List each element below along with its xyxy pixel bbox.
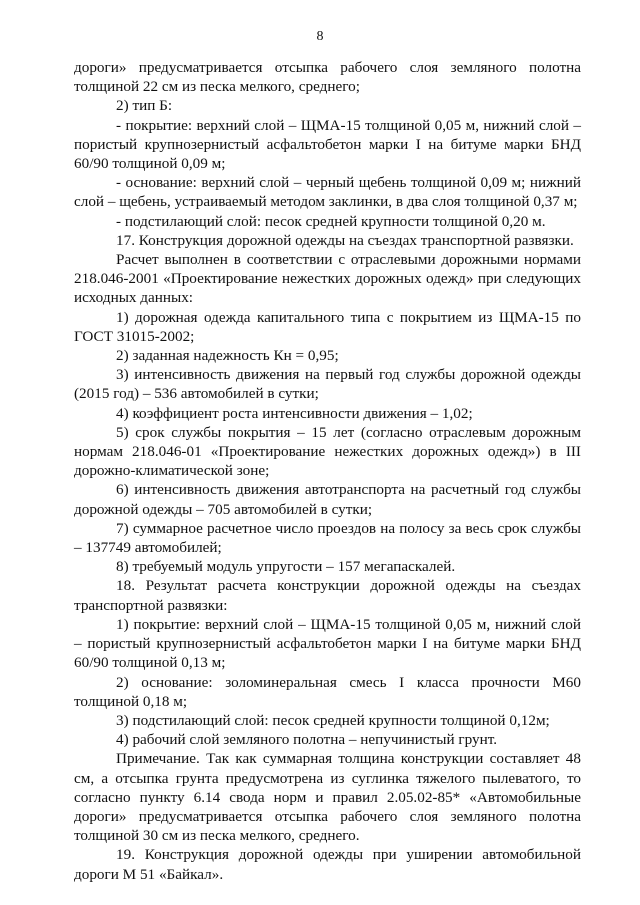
paragraph: 2) тип Б: (116, 97, 173, 115)
paragraph: 5) срок службы покрытия – 15 лет (согласно отраслевым дорожным нормам 218.046-01 «Проектирование нежестких дорожных одежд») в III дорожно-климатической зоне; (74, 423, 581, 480)
paragraph: дороги» предусматривается отсыпка рабочего слоя земляного полотна толщиной 22 см из песка мелкого, среднего; (74, 59, 581, 96)
paragraph: Расчет выполнен в соответствии с отраслевыми дорожными нормами 218.046-2001 «Проектирование нежестких дорожных одежд» при следующих исходных данных: (74, 251, 581, 307)
paragraph: Примечание. Так как суммарная толщина конструкции составляет 48 см, а отсыпка грунта предусмотрена из суглинка тяжелого пылеватого, то согласно пункту 6.14 свода норм и правил 2.05.02-85* «Автомобильные дороги» предусматривается отсыпка рабочего слоя земляного полотна толщиной 30 см из песка мелкого, среднего. (74, 750, 581, 845)
paragraph: 1) дорожная одежда капитального типа с покрытием из ЩМА-15 по ГОСТ 31015-2002; (74, 308, 581, 345)
paragraph: 7) суммарное расчетное число проездов на полосу за весь срок службы – 137749 автомобилей; (74, 519, 581, 557)
paragraph: - покрытие: верхний слой – ЩМА-15 толщиной 0,05 м, нижний слой – пористый крупнозернистый асфальтобетон марки I на битуме марки БНД 60/90 толщиной 0,09 м; (74, 116, 581, 173)
paragraph: 8) требуемый модуль упругости – 157 мегапаскалей. (116, 558, 456, 576)
paragraph: - основание: верхний слой – черный щебень толщиной 0,09 м; нижний слой – щебень, устраиваемый методом заклинки, в два слоя толщиной 0,37 м; (74, 174, 581, 211)
paragraph: 2) заданная надежность Кн = 0,95; (116, 347, 339, 365)
paragraph: 1) покрытие: верхний слой – ЩМА-15 толщиной 0,05 м, нижний слой – пористый крупнозернистый асфальтобетон марки I на битуме марки БНД 60/90 толщиной 0,13 м; (74, 615, 581, 672)
paragraph: 6) интенсивность движения автотранспорта на расчетный год службы дорожной одежды – 705 автомобилей в сутки; (74, 481, 581, 518)
document-body (74, 58, 581, 884)
paragraph: 4) рабочий слой земляного полотна – непучинистый грунт. (116, 731, 498, 749)
paragraph: 3) подстилающий слой: песок средней крупности толщиной 0,12м; (116, 711, 550, 729)
paragraph: - подстилающий слой: песок средней крупности толщиной 0,20 м. (116, 212, 546, 230)
paragraph: 18. Результат расчета конструкции дорожной одежды на съездах транспортной развязки: (74, 577, 581, 614)
paragraph: 19. Конструкция дорожной одежды при уширении автомобильной дороги М 51 «Байкал». (74, 846, 581, 883)
paragraph: 2) основание: золоминеральная смесь I класса прочности М60 толщиной 0,18 м; (74, 673, 581, 710)
page-number: 8 (316, 29, 324, 44)
paragraph: 4) коэффициент роста интенсивности движения – 1,02; (116, 404, 473, 422)
paragraph: 17. Конструкция дорожной одежды на съездах транспортной развязки. (116, 231, 574, 249)
paragraph: 3) интенсивность движения на первый год службы дорожной одежды (2015 год) – 536 автомобилей в сутки; (74, 366, 581, 403)
